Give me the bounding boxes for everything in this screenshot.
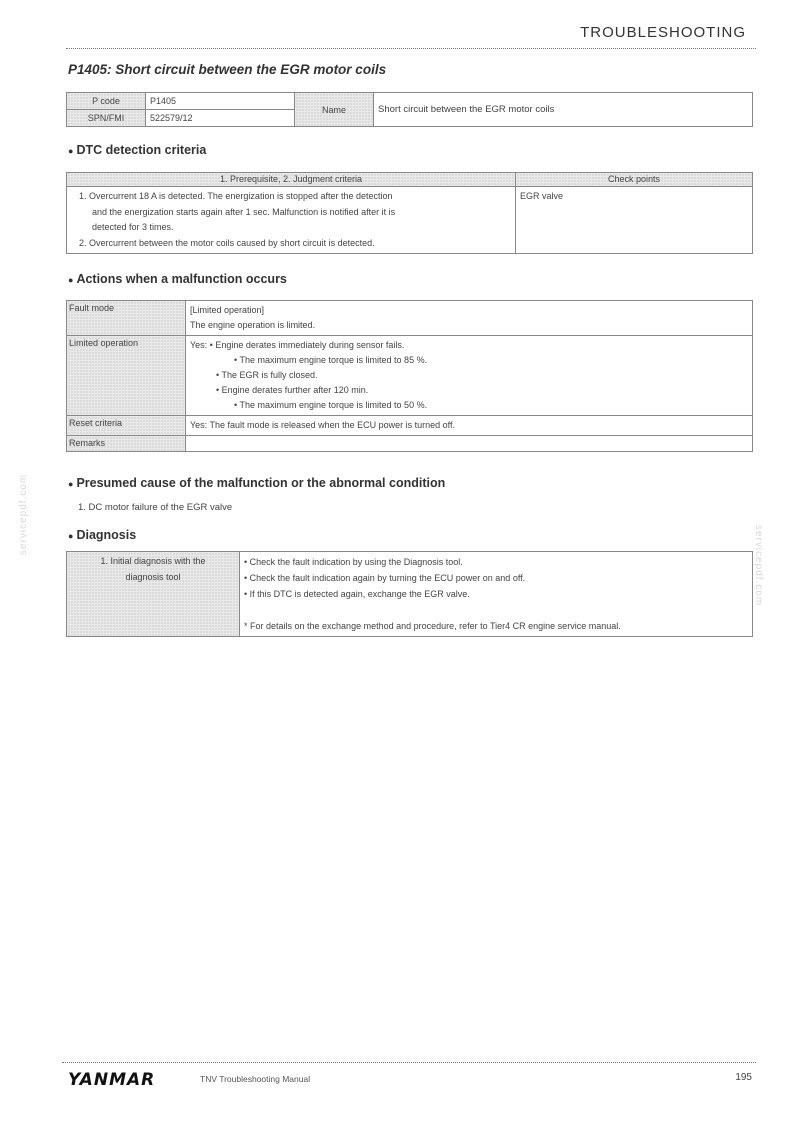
actions-heading-text: Actions when a malfunction occurs [76,272,287,286]
dtc-criteria-table [66,172,753,254]
bullet-icon: ● [68,275,74,285]
cause-item: 1. DC motor failure of the EGR valve [78,502,233,513]
limited-line: • The maximum engine torque is limited to 85 %. [234,355,428,365]
diagnosis-step-label-line: diagnosis tool [125,572,181,582]
criteria-line: 1. Overcurrent 18 A is detected. The energization is stopped after the detection [79,191,393,201]
limited-line: • Engine derates further after 120 min. [216,385,369,395]
name-label: Name [295,93,374,127]
limited-line: • The maximum engine torque is limited to 50 %. [234,400,428,410]
criteria-column-header: 1. Prerequisite, 2. Judgment criteria [67,173,516,187]
spn-label: SPN/FMI [67,110,146,127]
actions-table [66,300,753,452]
diagnosis-section-heading [68,528,136,542]
diagnosis-note: * For details on the exchange method and procedure, refer to Tier4 CR engine service manual. [244,621,621,631]
diagnosis-line: • If this DTC is detected again, exchange the EGR valve. [244,589,470,599]
pcode-value: P1405 [146,93,295,110]
diagnosis-line: • Check the fault indication by using the Diagnosis tool. [244,557,463,567]
bullet-icon: ● [68,146,74,156]
spn-value: 522579/12 [146,110,295,127]
limited-operation-label: Limited operation [67,336,186,416]
fault-mode-line: The engine operation is limited. [190,320,316,330]
page-number: 195 [735,1072,752,1083]
fault-mode-label: Fault mode [67,301,186,336]
remarks-label: Remarks [67,436,186,452]
footer-divider [62,1062,756,1063]
manual-title: TNV Troubleshooting Manual [200,1074,311,1084]
dtc-section-heading [68,143,206,157]
pcode-label: P code [67,93,146,110]
header-divider [66,48,756,49]
limited-line: • The EGR is fully closed. [216,370,318,380]
page-header-title: TROUBLESHOOTING [580,24,746,41]
fault-code-title: P1405: Short circuit between the EGR motor coils [68,62,387,77]
bullet-icon: ● [68,531,74,541]
watermark-left: servicepdf.com [18,473,29,555]
watermark-right: servicepdf.com [753,525,764,607]
diagnosis-line: • Check the fault indication again by turning the ECU power on and off. [244,573,526,583]
fault-mode-value [186,301,753,336]
reset-criteria-value: Yes: The fault mode is released when the ECU power is turned off. [186,416,753,436]
bullet-icon: ● [68,479,74,489]
criteria-line: 2. Overcurrent between the motor coils caused by short circuit is detected. [79,237,375,248]
fault-code-table [66,92,753,127]
criteria-line: detected for 3 times. [92,222,174,232]
dtc-heading-text: DTC detection criteria [76,143,207,157]
diagnosis-heading-text: Diagnosis [76,528,137,542]
check-points-column-header: Check points [516,173,753,187]
name-value: Short circuit between the EGR motor coils [374,93,753,127]
criteria-line: and the energization starts again after 1 sec. Malfunction is notified after it is [92,206,396,217]
diagnosis-step-label [67,552,240,637]
remarks-value [186,436,753,452]
spacer [244,602,748,618]
reset-criteria-label: Reset criteria [67,416,186,436]
diagnosis-step-label-line: 1. Initial diagnosis with the [100,556,206,566]
limited-operation-value [186,336,753,416]
cause-section-heading [68,476,445,490]
yanmar-logo: YANMAR [68,1070,156,1090]
diagnosis-step-value [240,552,753,637]
criteria-cell [67,187,516,254]
actions-section-heading [68,272,287,286]
check-points-value: EGR valve [516,187,753,254]
cause-heading-text: Presumed cause of the malfunction or the abnormal condition [76,476,446,490]
limited-line: Yes: • Engine derates immediately during sensor fails. [190,340,405,350]
fault-mode-line: [Limited operation] [190,305,265,315]
diagnosis-table [66,551,753,637]
